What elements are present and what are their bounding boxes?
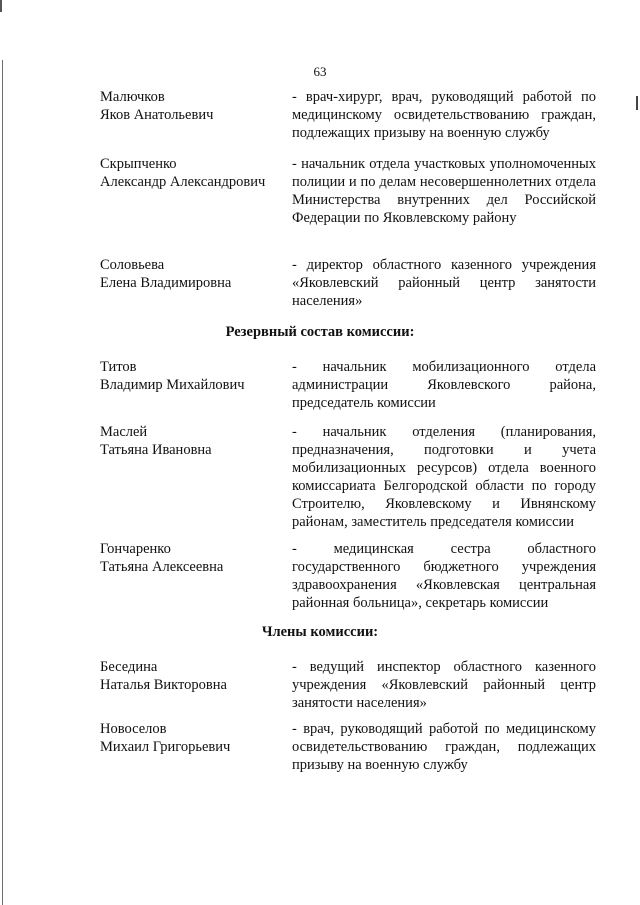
person-surname: Скрыпченко: [100, 156, 177, 172]
person-name: [100, 720, 280, 756]
person-role: - директор областного казенного учреждения «Яковлевский районный центр занятости населения»: [292, 257, 596, 309]
person-surname: Новоселов: [100, 721, 167, 737]
person-name: [100, 88, 280, 124]
person-given-names: Михаил Григорьевич: [100, 739, 231, 755]
person-surname: Титов: [100, 359, 137, 375]
person-name: [100, 423, 280, 459]
person-given-names: Яков Анатольевич: [100, 107, 214, 123]
scan-left-edge-line: [2, 60, 3, 905]
person-role: - ведущий инспектор областного казенного учреждения «Яковлевский районный центр занятости населения»: [292, 659, 596, 711]
reserve-composition-heading: Резервный состав комиссии:: [225, 324, 415, 340]
person-given-names: Татьяна Ивановна: [100, 442, 212, 458]
person-name: [100, 256, 280, 292]
person-role: - начальник отделения (планирования, предназначения, подготовки и учета мобилизационных ресурсов) отдела военного комиссариата Белгородской области по городу Строителю, Яковлевскому и Ивнянскому районам, заместитель председателя комиссии: [292, 424, 596, 530]
person-surname: Малючков: [100, 89, 165, 105]
person-role: - врач-хирург, врач, руководящий работой по медицинскому освидетельствованию граждан, подлежащих призыву на военную службу: [292, 89, 596, 141]
person-role: - врач, руководящий работой по медицинскому освидетельствованию граждан, подлежащих призыву на военную службу: [292, 721, 596, 773]
person-surname: Маслей: [100, 424, 148, 440]
person-name: [100, 155, 280, 191]
person-name: [100, 358, 280, 394]
person-given-names: Елена Владимировна: [100, 275, 232, 291]
scan-right-edge-mark: [636, 96, 638, 110]
person-given-names: Александр Александрович: [100, 174, 266, 190]
person-given-names: Владимир Михайлович: [100, 377, 245, 393]
page-number: 63: [313, 64, 327, 79]
person-name: [100, 540, 280, 576]
person-name: [100, 658, 280, 694]
person-given-names: Татьяна Алексеевна: [100, 559, 224, 575]
person-surname: Гончаренко: [100, 541, 171, 557]
person-surname: Соловьева: [100, 257, 165, 273]
scan-corner-mark: [0, 0, 2, 12]
commission-members-heading: Члены комиссии:: [261, 624, 379, 640]
person-role: - медицинская сестра областного государственного бюджетного учреждения здравоохранения «Яковлевская центральная районная больница», секретарь комиссии: [292, 541, 596, 611]
person-role: - начальник отдела участковых уполномоченных полиции и по делам несовершеннолетних отдела Министерства внутренних дел Российской Федерации по Яковлевскому району: [292, 156, 596, 226]
person-role: - начальник мобилизационного отдела администрации Яковлевского района, председатель комиссии: [292, 359, 596, 411]
person-given-names: Наталья Викторовна: [100, 677, 227, 693]
person-surname: Беседина: [100, 659, 158, 675]
